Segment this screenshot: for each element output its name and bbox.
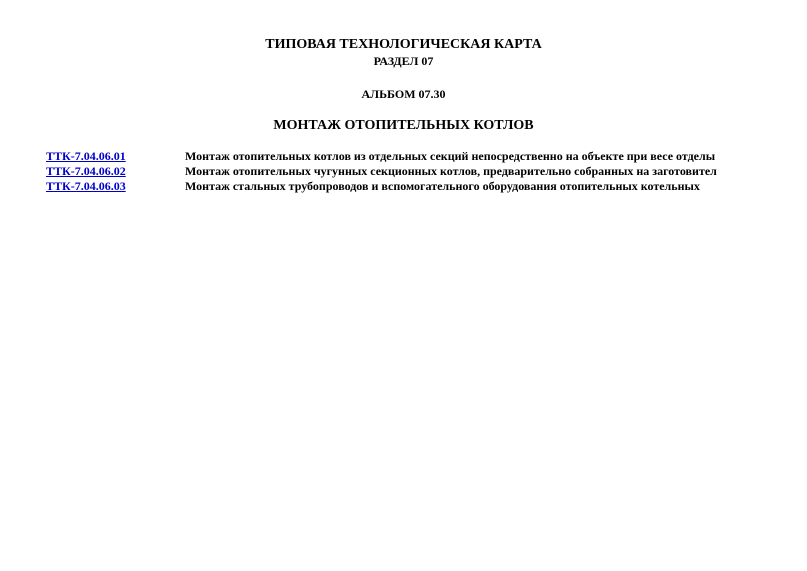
document-link[interactable]: ТТК-7.04.06.03 xyxy=(46,179,126,193)
document-heading: ТИПОВАЯ ТЕХНОЛОГИЧЕСКАЯ КАРТА xyxy=(265,37,542,52)
document-title: Монтаж стальных трубопроводов и вспомогательного оборудования отопительных котельных xyxy=(185,179,700,193)
section-title: МОНТАЖ ОТОПИТЕЛЬНЫХ КОТЛОВ xyxy=(273,118,534,133)
album-number: АЛЬБОМ 07.30 xyxy=(361,87,446,101)
document-link[interactable]: ТТК-7.04.06.02 xyxy=(46,164,126,178)
document-row xyxy=(0,179,807,194)
document-title: Монтаж отопительных котлов из отдельных секций непосредственно на объекте при весе отделы xyxy=(185,149,716,163)
document-title: Монтаж отопительных чугунных секционных котлов, предварительно собранных на заготовител xyxy=(185,164,717,178)
document-row xyxy=(0,149,807,164)
document-link[interactable]: ТТК-7.04.06.01 xyxy=(46,149,126,163)
section-number: РАЗДЕЛ 07 xyxy=(373,54,434,68)
document-row xyxy=(0,164,807,179)
document-list xyxy=(0,149,807,194)
